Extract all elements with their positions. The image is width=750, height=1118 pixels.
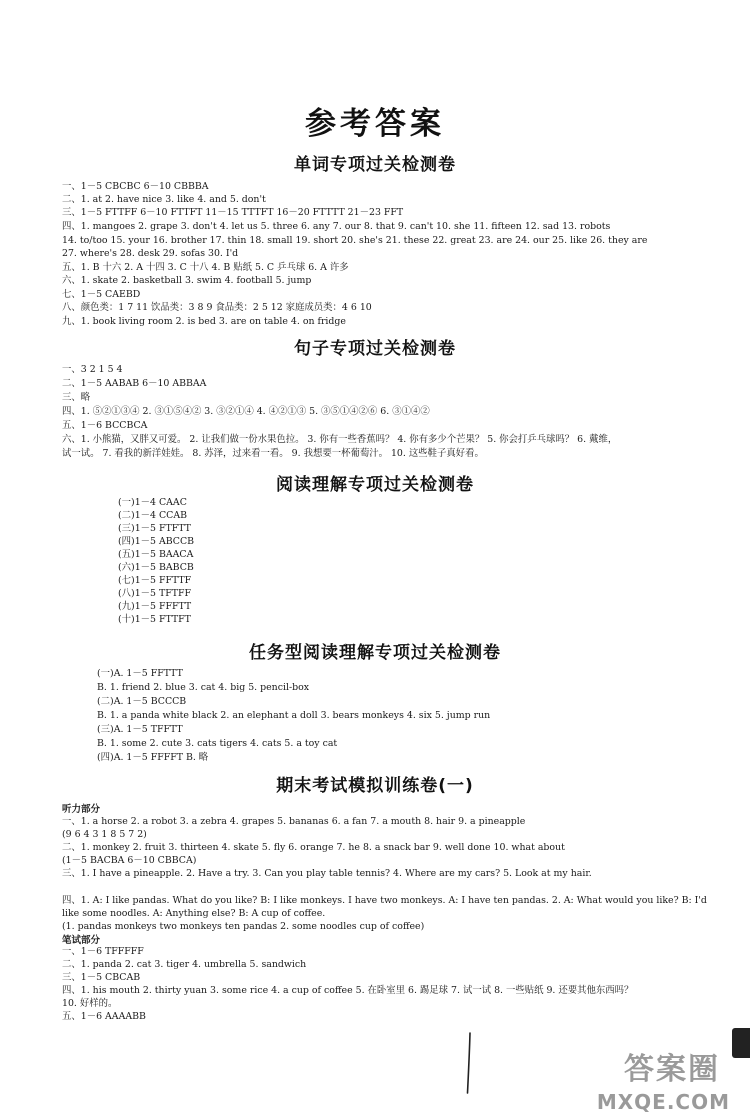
answer-line: 四、1. A: I like pandas. What do you like? B: I like monkeys. I have two monkeys. A: I have ten pandas. 2. A: What would you like? B: I'd xyxy=(62,895,707,906)
answer-line: 四、1. mangoes 2. grape 3. don't 4. let us 5. three 6. any 7. our 8. that 9. can't 10. she 11. fifteen 12. sad 13. robots xyxy=(62,221,611,232)
answer-line: (三)1－5 FTFTT xyxy=(118,523,191,534)
answer-line: (十)1－5 FTTFT xyxy=(118,614,191,625)
section-title-reading: 阅读理解专项过关检测卷 xyxy=(276,475,474,495)
answer-line: 一、1. a horse 2. a robot 3. a zebra 4. grapes 5. bananas 6. a fan 7. a mouth 8. hair 9. a pineapple xyxy=(62,816,526,827)
answer-line: (七)1－5 FFTTF xyxy=(118,575,192,586)
answer-line: 六、1. 小熊猫，又胖又可爱。 2. 让我们做一份水果色拉。 3. 你有一些香蕉吗？ 4. 你有多少个芒果？ 5. 你会打乒乓球吗？ 6. 戴维， xyxy=(62,434,618,445)
answer-line: 一、1－5 CBCBC 6－10 CBBBA xyxy=(62,181,209,192)
section-title-final-exam: 期末考试模拟训练卷(一) xyxy=(276,776,474,796)
answer-line: 二、1－5 AABAB 6－10 ABBAA xyxy=(62,378,207,389)
answer-line: like some noodles. A: Anything else? B: A cup of coffee. xyxy=(62,908,326,919)
watermark-url: MXQE.COM xyxy=(596,1090,730,1114)
answer-line: (四)A. 1－5 FFFFT B. 略 xyxy=(97,752,209,763)
answer-line: (一)1－4 CAAC xyxy=(118,497,187,508)
answer-line: 四、1. ⑤②①③④ 2. ③①⑤④② 3. ③②①④ 4. ④②①③ 5. ③⑤①④②⑥ 6. ③①④② xyxy=(62,406,430,417)
answer-line: 一、1－6 TFFFFF xyxy=(62,946,144,957)
listening-label: 听力部分 xyxy=(62,804,101,815)
section-title-task-reading: 任务型阅读理解专项过关检测卷 xyxy=(249,643,501,663)
answer-line: 14. to/too 15. your 16. brother 17. thin 18. small 19. short 20. she's 21. these 22. great 23. are 24. our 25. like 26. they are xyxy=(62,235,648,246)
answer-line: B. 1. friend 2. blue 3. cat 4. big 5. pencil-box xyxy=(97,682,310,693)
answer-line: 三、略 xyxy=(62,392,91,403)
answer-line: (一)A. 1－5 FFTTT xyxy=(97,668,183,679)
answer-line: B. 1. a panda white black 2. an elephant a doll 3. bears monkeys 4. six 5. jump run xyxy=(97,710,491,721)
answer-line: (二)A. 1－5 BCCCB xyxy=(97,696,187,707)
answer-line: (八)1－5 TFTFF xyxy=(118,588,191,599)
answer-line: 10. 好样的。 xyxy=(62,998,118,1009)
answer-line: 三、1－5 FTTFF 6－10 FTTFT 11－15 TTTFT 16－20 FTTTT 21－23 FFT xyxy=(62,207,404,218)
answer-line: 三、1. I have a pineapple. 2. Have a try. 3. Can you play table tennis? 4. Where are my cars? 5. Look at my hair. xyxy=(62,868,592,879)
answer-line: (1. pandas monkeys two monkeys ten pandas 2. some noodles cup of coffee) xyxy=(62,921,425,932)
answer-line: 七、1－5 CAEBD xyxy=(62,289,141,300)
answer-line: 三、1－5 CBCAB xyxy=(62,972,141,983)
answer-line: (六)1－5 BABCB xyxy=(118,562,194,573)
answer-line: 五、1. B 十六 2. A 十四 3. C 十八 4. B 贴纸 5. C 乒乓球 6. A 许多 xyxy=(62,262,349,273)
answer-line: 27. where's 28. desk 29. sofas 30. I'd xyxy=(62,248,239,259)
section-title-vocabulary: 单词专项过关检测卷 xyxy=(294,155,456,175)
answer-line: 五、1－6 BCCBCA xyxy=(62,420,148,431)
watermark-text: 答案圈 xyxy=(624,1052,720,1087)
answer-line: (9 6 4 3 1 8 5 7 2) xyxy=(62,829,147,840)
answer-line: 五、1－6 AAAABB xyxy=(62,1011,146,1022)
pen-stroke-mark xyxy=(466,1032,472,1094)
answer-line: 二、1. monkey 2. fruit 3. thirteen 4. skate 5. fly 6. orange 7. he 8. a snack bar 9. well done 10. what about xyxy=(62,842,565,853)
section-title-sentences: 句子专项过关检测卷 xyxy=(294,339,456,359)
answer-line: 四、1. his mouth 2. thirty yuan 3. some rice 4. a cup of coffee 5. 在卧室里 6. 踢足球 7. 试一试 8. 一些贴纸 9. 还要其他东西吗？ xyxy=(62,985,634,996)
answer-line: 二、1. at 2. have nice 3. like 4. and 5. don't xyxy=(62,194,266,205)
answer-line: 试一试。 7. 看我的新洋娃娃。 8. 苏泽，过来看一看。 9. 我想要一杯葡萄汁。 10. 这些鞋子真好看。 xyxy=(62,448,484,459)
answer-line: B. 1. some 2. cute 3. cats tigers 4. cats 5. a toy cat xyxy=(97,738,338,749)
page-title: 参考答案 xyxy=(305,106,445,142)
corner-tab-icon xyxy=(732,1028,750,1058)
answer-line: (四)1－5 ABCCB xyxy=(118,536,195,547)
answer-line: (九)1－5 FFFTT xyxy=(118,601,192,612)
answer-line: (1－5 BACBA 6－10 CBBCA) xyxy=(62,855,197,866)
written-label: 笔试部分 xyxy=(62,935,101,946)
answer-line: 二、1. panda 2. cat 3. tiger 4. umbrella 5. sandwich xyxy=(62,959,307,970)
answer-line: 六、1. skate 2. basketball 3. swim 4. football 5. jump xyxy=(62,275,312,286)
answer-line: 九、1. book living room 2. is bed 3. are on table 4. on fridge xyxy=(62,316,346,327)
answer-line: 一、3 2 1 5 4 xyxy=(62,364,123,375)
answer-line: (五)1－5 BAACA xyxy=(118,549,194,560)
answer-line: (三)A. 1－5 TFFTT xyxy=(97,724,183,735)
answer-line: (二)1－4 CCAB xyxy=(118,510,187,521)
answer-line: 八、颜色类：1 7 11 饮品类：3 8 9 食品类：2 5 12 家庭成员类：4 6 10 xyxy=(62,302,372,313)
